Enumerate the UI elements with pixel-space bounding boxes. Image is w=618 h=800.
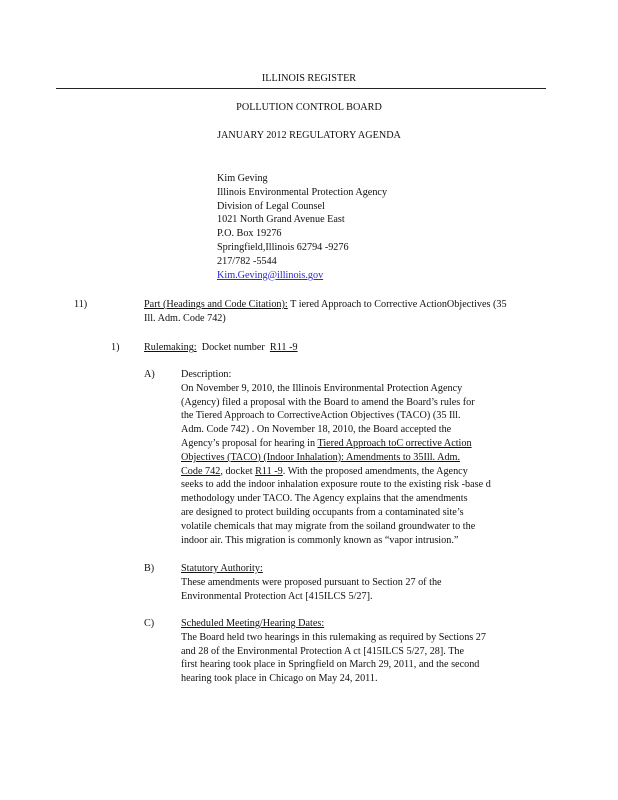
docket-number: R11 -9 [255, 465, 283, 477]
rule-title-underlined: Tiered Approach toC orrective Action [317, 437, 472, 449]
section-a-line [181, 437, 491, 451]
section-c-line: first hearing took place in Springfield on March 29, 2011, and the second [181, 659, 480, 671]
contact-division: Division of Legal Counsel [217, 200, 325, 212]
contact-street: 1021 North Grand Avenue East [217, 214, 345, 226]
section-a-line: Adm. Code 742) . On November 18, 2010, the Board accepted the [181, 424, 452, 436]
section-c-line: and 28 of the Environmental Protection A ct [415ILCS 5/27, 28]. The [181, 645, 465, 657]
section-b-label: Statutory Authority: [181, 563, 263, 574]
section-a-line [181, 465, 491, 479]
section-a-line: volatile chemicals that may migrate from the soiland groundwater to the [181, 520, 476, 532]
contact-phone: 217/782 -5544 [217, 255, 277, 267]
section-a-line: methodology under TACO. The Agency explains that the amendments [181, 493, 468, 505]
section-a-line: are designed to protect building occupants from a contaminated site’s [181, 506, 464, 518]
contact-pobox: P.O. Box 19276 [217, 228, 282, 240]
docket-text: Docket number [201, 342, 265, 353]
rulemaking-number: 1) [111, 342, 120, 353]
section-a-number: A) [144, 369, 155, 380]
contact-city: Springfield,Illinois 62794 -9276 [217, 241, 349, 253]
section-b-line: These amendments were proposed pursuant to Section 27 of the [181, 576, 442, 588]
register-heading: ILLINOIS REGISTER [261, 73, 357, 84]
rule-title-underlined: Objectives (TACO) (Indoor Inhalation): Amendments to 35Ill. Adm. [181, 451, 461, 463]
section-b-number: B) [144, 563, 155, 574]
part-label: Part (Headings and Code Citation): [144, 299, 288, 310]
contact-block [217, 172, 387, 282]
docket-number: R11 -9 [269, 342, 298, 353]
rulemaking-label: Rulemaking: [144, 342, 197, 353]
section-b-line: Environmental Protection Act [415ILCS 5/27]. [181, 590, 373, 602]
section-a-text: , docket [220, 465, 256, 477]
contact-org: Illinois Environmental Protection Agency [217, 186, 388, 198]
section-a-text: Agency’s proposal for hearing in [181, 437, 318, 449]
section-c-line: The Board held two hearings in this rulemaking as required by Sections 27 [181, 631, 486, 643]
section-c-line: hearing took place in Chicago on May 24, 2011. [181, 673, 378, 685]
section-a-block [181, 368, 491, 547]
contact-name: Kim Geving [217, 173, 268, 184]
part-title-line-1: T iered Approach to Corrective ActionObjectives (35 [290, 299, 507, 310]
agency-heading: POLLUTION CONTROL BOARD [236, 102, 382, 113]
rule-title-underlined: Code 742 [181, 465, 221, 477]
part-title-line-2: Ill. Adm. Code 742) [144, 312, 226, 324]
section-c-number: C) [144, 618, 155, 629]
section-a-line: indoor air. This migration is commonly known as “vapor intrusion.” [181, 534, 459, 546]
section-a-line: seeks to add the indoor inhalation exposure route to the existing risk -base d [181, 479, 491, 491]
section-a-line: On November 9, 2010, the Illinois Environmental Protection Agency [181, 382, 463, 394]
section-c-block [181, 617, 486, 686]
contact-email-link[interactable]: Kim.Geving@illinois.gov [217, 269, 324, 281]
section-a-label: Description: [181, 369, 232, 380]
header-rule [56, 88, 546, 89]
rulemaking-line [144, 341, 298, 354]
section-c-label: Scheduled Meeting/Hearing Dates: [181, 618, 325, 629]
agenda-heading: JANUARY 2012 REGULATORY AGENDA [217, 130, 401, 141]
part-block [144, 298, 507, 326]
part-number: 11) [74, 299, 88, 310]
section-a-line: (Agency) filed a proposal with the Board to amend the Board’s rules for [181, 396, 475, 408]
section-a-line: the Tiered Approach to CorrectiveAction Objectives (TACO) (35 Ill. [181, 410, 461, 422]
section-a-text: . With the proposed amendments, the Agency [282, 465, 468, 477]
section-b-block [181, 562, 442, 603]
